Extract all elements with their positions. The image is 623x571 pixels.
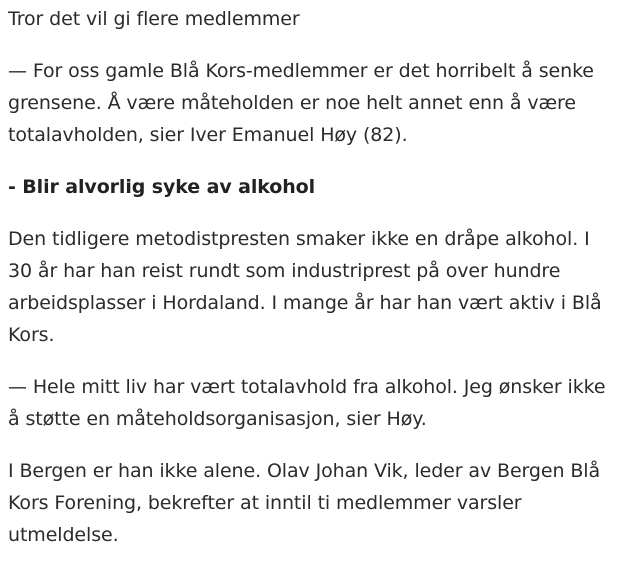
paragraph-background: Den tidligere metodistpresten smaker ikke en dråpe alkohol. I 30 år har han reist rundt som industriprest på over hundre arbeidsplasser i Hordaland. I mange år har han vært aktiv i Blå Kors. bbox=[8, 228, 602, 346]
paragraph-intro: Tror det vil gi flere medlemmer bbox=[8, 8, 300, 30]
paragraph-bergen: I Bergen er han ikke alene. Olav Johan Vik, leder av Bergen Blå Kors Forening, bekrefter at inntil ti medlemmer varsler utmeldelse. bbox=[8, 460, 601, 546]
paragraph-quote-hoy-2: — Hele mitt liv har vært totalavhold fra alkohol. Jeg ønsker ikke å støtte en måteholdsorganisasjon, sier Høy. bbox=[8, 376, 606, 430]
subheading: - Blir alvorlig syke av alkohol bbox=[8, 176, 316, 198]
article-body bbox=[8, 3, 608, 571]
paragraph-quote-hoy: — For oss gamle Blå Kors-medlemmer er det horribelt å senke grensene. Å være måteholden er noe helt annet enn å være totalavholden, sier Iver Emanuel Høy (82). bbox=[8, 60, 594, 146]
